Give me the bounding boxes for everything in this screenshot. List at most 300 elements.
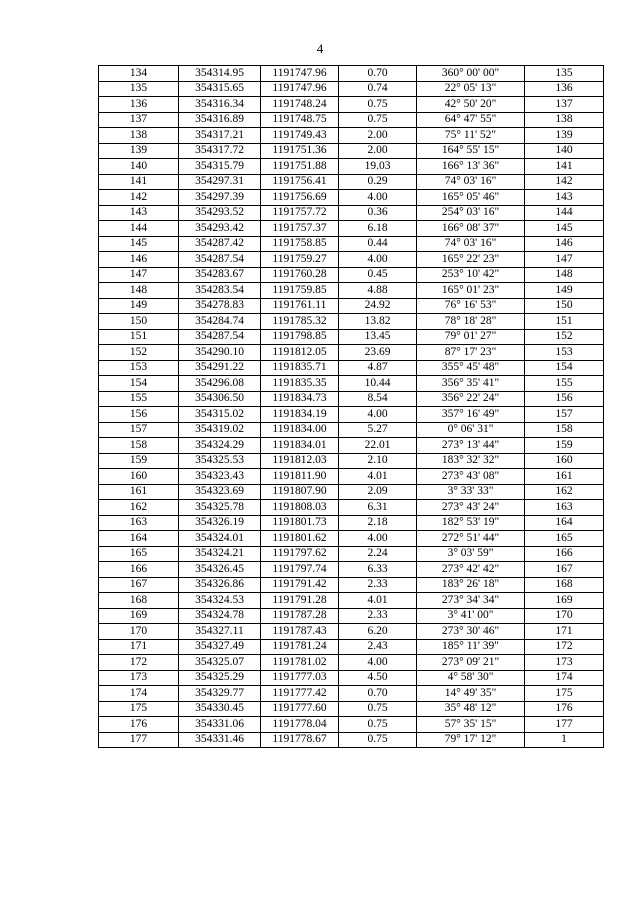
- table-row: [99, 732, 604, 748]
- distance-cell: 19.03: [339, 159, 417, 175]
- direction-angle-cell: 64° 47' 55": [417, 112, 525, 128]
- direction-angle-cell: 166° 13' 36": [417, 159, 525, 175]
- table-row: [99, 639, 604, 655]
- distance-cell: 0.70: [339, 66, 417, 82]
- coordinate-x-cell: 354325.78: [179, 500, 261, 516]
- table-row: [99, 655, 604, 671]
- coordinate-y-cell: 1191757.37: [261, 221, 339, 237]
- coordinate-x-cell: 354325.07: [179, 655, 261, 671]
- next-point-number-cell: 136: [525, 81, 604, 97]
- coordinate-y-cell: 1191791.28: [261, 593, 339, 609]
- distance-cell: 6.33: [339, 562, 417, 578]
- table-row: [99, 128, 604, 144]
- coordinate-x-cell: 354329.77: [179, 686, 261, 702]
- distance-cell: 6.18: [339, 221, 417, 237]
- coordinate-x-cell: 354323.69: [179, 484, 261, 500]
- next-point-number-cell: 152: [525, 329, 604, 345]
- coordinate-y-cell: 1191747.96: [261, 66, 339, 82]
- direction-angle-cell: 3° 33' 33": [417, 484, 525, 500]
- next-point-number-cell: 177: [525, 717, 604, 733]
- next-point-number-cell: 167: [525, 562, 604, 578]
- direction-angle-cell: 273° 43' 24": [417, 500, 525, 516]
- direction-angle-cell: 185° 11' 39": [417, 639, 525, 655]
- coordinate-y-cell: 1191756.41: [261, 174, 339, 190]
- point-number-cell: 154: [99, 376, 179, 392]
- table-row: [99, 97, 604, 113]
- coordinate-y-cell: 1191801.73: [261, 515, 339, 531]
- point-number-cell: 167: [99, 577, 179, 593]
- direction-angle-cell: 164° 55' 15": [417, 143, 525, 159]
- table-row: [99, 298, 604, 314]
- coordinate-x-cell: 354293.42: [179, 221, 261, 237]
- distance-cell: 0.44: [339, 236, 417, 252]
- coordinate-x-cell: 354331.46: [179, 732, 261, 748]
- next-point-number-cell: 166: [525, 546, 604, 562]
- distance-cell: 2.33: [339, 608, 417, 624]
- coordinate-x-cell: 354317.72: [179, 143, 261, 159]
- coordinate-y-cell: 1191797.74: [261, 562, 339, 578]
- table-row: [99, 515, 604, 531]
- coordinate-x-cell: 354316.89: [179, 112, 261, 128]
- coordinate-y-cell: 1191798.85: [261, 329, 339, 345]
- coordinate-y-cell: 1191835.35: [261, 376, 339, 392]
- coordinate-x-cell: 354297.39: [179, 190, 261, 206]
- direction-angle-cell: 14° 49' 35": [417, 686, 525, 702]
- point-number-cell: 159: [99, 453, 179, 469]
- coordinate-x-cell: 354324.29: [179, 438, 261, 454]
- next-point-number-cell: 163: [525, 500, 604, 516]
- direction-angle-cell: 87° 17' 23": [417, 345, 525, 361]
- point-number-cell: 176: [99, 717, 179, 733]
- coordinate-y-cell: 1191787.28: [261, 608, 339, 624]
- table-row: [99, 562, 604, 578]
- coordinate-x-cell: 354291.22: [179, 360, 261, 376]
- next-point-number-cell: 173: [525, 655, 604, 671]
- coordinates-table: [98, 65, 604, 748]
- point-number-cell: 164: [99, 531, 179, 547]
- coordinate-y-cell: 1191807.90: [261, 484, 339, 500]
- table-row: [99, 112, 604, 128]
- distance-cell: 2.10: [339, 453, 417, 469]
- coordinate-y-cell: 1191751.88: [261, 159, 339, 175]
- coordinate-x-cell: 354324.78: [179, 608, 261, 624]
- point-number-cell: 175: [99, 701, 179, 717]
- next-point-number-cell: 137: [525, 97, 604, 113]
- next-point-number-cell: 147: [525, 252, 604, 268]
- coordinate-y-cell: 1191777.60: [261, 701, 339, 717]
- point-number-cell: 161: [99, 484, 179, 500]
- point-number-cell: 160: [99, 469, 179, 485]
- next-point-number-cell: 156: [525, 391, 604, 407]
- distance-cell: 6.20: [339, 624, 417, 640]
- coordinate-x-cell: 354293.52: [179, 205, 261, 221]
- point-number-cell: 136: [99, 97, 179, 113]
- coordinate-x-cell: 354284.74: [179, 314, 261, 330]
- table-row: [99, 205, 604, 221]
- coordinate-y-cell: 1191811.90: [261, 469, 339, 485]
- table-row: [99, 500, 604, 516]
- table-row: [99, 701, 604, 717]
- point-number-cell: 142: [99, 190, 179, 206]
- point-number-cell: 165: [99, 546, 179, 562]
- distance-cell: 22.01: [339, 438, 417, 454]
- distance-cell: 4.50: [339, 670, 417, 686]
- direction-angle-cell: 165° 01' 23": [417, 283, 525, 299]
- coordinate-y-cell: 1191834.01: [261, 438, 339, 454]
- point-number-cell: 146: [99, 252, 179, 268]
- direction-angle-cell: 42° 50' 20": [417, 97, 525, 113]
- coordinate-x-cell: 354290.10: [179, 345, 261, 361]
- point-number-cell: 147: [99, 267, 179, 283]
- direction-angle-cell: 360° 00' 00": [417, 66, 525, 82]
- direction-angle-cell: 183° 32' 32": [417, 453, 525, 469]
- direction-angle-cell: 78° 18' 28": [417, 314, 525, 330]
- point-number-cell: 162: [99, 500, 179, 516]
- direction-angle-cell: 74° 03' 16": [417, 236, 525, 252]
- coordinate-x-cell: 354317.21: [179, 128, 261, 144]
- table-row: [99, 577, 604, 593]
- direction-angle-cell: 76° 16' 53": [417, 298, 525, 314]
- distance-cell: 4.00: [339, 531, 417, 547]
- distance-cell: 5.27: [339, 422, 417, 438]
- coordinate-y-cell: 1191757.72: [261, 205, 339, 221]
- next-point-number-cell: 171: [525, 624, 604, 640]
- coordinate-y-cell: 1191808.03: [261, 500, 339, 516]
- page-number: 4: [316, 41, 324, 56]
- coordinate-x-cell: 354326.86: [179, 577, 261, 593]
- table-row: [99, 329, 604, 345]
- direction-angle-cell: 273° 30' 46": [417, 624, 525, 640]
- direction-angle-cell: 357° 16' 49": [417, 407, 525, 423]
- next-point-number-cell: 143: [525, 190, 604, 206]
- point-number-cell: 143: [99, 205, 179, 221]
- direction-angle-cell: 273° 09' 21": [417, 655, 525, 671]
- next-point-number-cell: 162: [525, 484, 604, 500]
- next-point-number-cell: 168: [525, 577, 604, 593]
- direction-angle-cell: 35° 48' 12": [417, 701, 525, 717]
- next-point-number-cell: 153: [525, 345, 604, 361]
- coordinate-y-cell: 1191760.28: [261, 267, 339, 283]
- coordinate-x-cell: 354327.11: [179, 624, 261, 640]
- next-point-number-cell: 161: [525, 469, 604, 485]
- coordinate-y-cell: 1191797.62: [261, 546, 339, 562]
- point-number-cell: 155: [99, 391, 179, 407]
- direction-angle-cell: 183° 26' 18": [417, 577, 525, 593]
- point-number-cell: 157: [99, 422, 179, 438]
- coordinate-y-cell: 1191834.00: [261, 422, 339, 438]
- coordinate-y-cell: 1191791.42: [261, 577, 339, 593]
- distance-cell: 0.36: [339, 205, 417, 221]
- next-point-number-cell: 169: [525, 593, 604, 609]
- distance-cell: 6.31: [339, 500, 417, 516]
- coordinate-x-cell: 354330.45: [179, 701, 261, 717]
- distance-cell: 24.92: [339, 298, 417, 314]
- distance-cell: 0.75: [339, 701, 417, 717]
- table-row: [99, 174, 604, 190]
- point-number-cell: 141: [99, 174, 179, 190]
- coordinate-y-cell: 1191778.04: [261, 717, 339, 733]
- distance-cell: 0.70: [339, 686, 417, 702]
- next-point-number-cell: 172: [525, 639, 604, 655]
- distance-cell: 4.00: [339, 407, 417, 423]
- coordinate-y-cell: 1191749.43: [261, 128, 339, 144]
- distance-cell: 4.00: [339, 190, 417, 206]
- table-row: [99, 484, 604, 500]
- next-point-number-cell: 155: [525, 376, 604, 392]
- point-number-cell: 148: [99, 283, 179, 299]
- next-point-number-cell: 160: [525, 453, 604, 469]
- distance-cell: 4.01: [339, 593, 417, 609]
- next-point-number-cell: 154: [525, 360, 604, 376]
- point-number-cell: 166: [99, 562, 179, 578]
- coordinate-y-cell: 1191761.11: [261, 298, 339, 314]
- distance-cell: 8.54: [339, 391, 417, 407]
- next-point-number-cell: 176: [525, 701, 604, 717]
- distance-cell: 2.43: [339, 639, 417, 655]
- coordinate-x-cell: 354287.42: [179, 236, 261, 252]
- coordinate-y-cell: 1191759.85: [261, 283, 339, 299]
- next-point-number-cell: 1: [525, 732, 604, 748]
- direction-angle-cell: 273° 42' 42": [417, 562, 525, 578]
- next-point-number-cell: 158: [525, 422, 604, 438]
- point-number-cell: 145: [99, 236, 179, 252]
- next-point-number-cell: 150: [525, 298, 604, 314]
- coordinate-y-cell: 1191756.69: [261, 190, 339, 206]
- table-row: [99, 66, 604, 82]
- next-point-number-cell: 146: [525, 236, 604, 252]
- distance-cell: 13.82: [339, 314, 417, 330]
- direction-angle-cell: 253° 10' 42": [417, 267, 525, 283]
- next-point-number-cell: 139: [525, 128, 604, 144]
- coordinate-x-cell: 354325.29: [179, 670, 261, 686]
- distance-cell: 2.18: [339, 515, 417, 531]
- table-row: [99, 422, 604, 438]
- point-number-cell: 169: [99, 608, 179, 624]
- direction-angle-cell: 254° 03' 16": [417, 205, 525, 221]
- next-point-number-cell: 175: [525, 686, 604, 702]
- coordinate-y-cell: 1191777.42: [261, 686, 339, 702]
- distance-cell: 0.74: [339, 81, 417, 97]
- coordinate-y-cell: 1191748.24: [261, 97, 339, 113]
- coordinate-y-cell: 1191834.19: [261, 407, 339, 423]
- distance-cell: 2.33: [339, 577, 417, 593]
- direction-angle-cell: 3° 41' 00": [417, 608, 525, 624]
- next-point-number-cell: 145: [525, 221, 604, 237]
- direction-angle-cell: 79° 17' 12": [417, 732, 525, 748]
- point-number-cell: 153: [99, 360, 179, 376]
- table-row: [99, 717, 604, 733]
- direction-angle-cell: 273° 34' 34": [417, 593, 525, 609]
- coordinate-y-cell: 1191834.73: [261, 391, 339, 407]
- coordinate-x-cell: 354278.83: [179, 298, 261, 314]
- direction-angle-cell: 356° 35' 41": [417, 376, 525, 392]
- table-row: [99, 360, 604, 376]
- point-number-cell: 137: [99, 112, 179, 128]
- next-point-number-cell: 159: [525, 438, 604, 454]
- point-number-cell: 177: [99, 732, 179, 748]
- next-point-number-cell: 165: [525, 531, 604, 547]
- point-number-cell: 134: [99, 66, 179, 82]
- distance-cell: 4.87: [339, 360, 417, 376]
- coordinate-x-cell: 354296.08: [179, 376, 261, 392]
- direction-angle-cell: 356° 22' 24": [417, 391, 525, 407]
- point-number-cell: 139: [99, 143, 179, 159]
- coordinate-x-cell: 354326.45: [179, 562, 261, 578]
- coordinate-x-cell: 354331.06: [179, 717, 261, 733]
- direction-angle-cell: 74° 03' 16": [417, 174, 525, 190]
- table-row: [99, 81, 604, 97]
- coordinate-x-cell: 354323.43: [179, 469, 261, 485]
- coordinate-x-cell: 354306.50: [179, 391, 261, 407]
- distance-cell: 0.75: [339, 97, 417, 113]
- distance-cell: 2.09: [339, 484, 417, 500]
- distance-cell: 0.75: [339, 717, 417, 733]
- coordinate-x-cell: 354315.02: [179, 407, 261, 423]
- coordinate-y-cell: 1191781.24: [261, 639, 339, 655]
- coordinate-x-cell: 354314.95: [179, 66, 261, 82]
- distance-cell: 10.44: [339, 376, 417, 392]
- distance-cell: 2.00: [339, 128, 417, 144]
- coordinate-x-cell: 354324.01: [179, 531, 261, 547]
- coordinates-table-body: [99, 66, 604, 748]
- point-number-cell: 151: [99, 329, 179, 345]
- table-row: [99, 236, 604, 252]
- distance-cell: 23.69: [339, 345, 417, 361]
- distance-cell: 13.45: [339, 329, 417, 345]
- coordinate-y-cell: 1191759.27: [261, 252, 339, 268]
- next-point-number-cell: 142: [525, 174, 604, 190]
- table-row: [99, 593, 604, 609]
- point-number-cell: 135: [99, 81, 179, 97]
- table-row: [99, 531, 604, 547]
- direction-angle-cell: 79° 01' 27": [417, 329, 525, 345]
- point-number-cell: 170: [99, 624, 179, 640]
- direction-angle-cell: 166° 08' 37": [417, 221, 525, 237]
- coordinate-y-cell: 1191778.67: [261, 732, 339, 748]
- coordinate-x-cell: 354316.34: [179, 97, 261, 113]
- point-number-cell: 150: [99, 314, 179, 330]
- coordinate-x-cell: 354325.53: [179, 453, 261, 469]
- table-row: [99, 670, 604, 686]
- table-row: [99, 546, 604, 562]
- direction-angle-cell: 273° 13' 44": [417, 438, 525, 454]
- table-row: [99, 453, 604, 469]
- coordinate-y-cell: 1191812.05: [261, 345, 339, 361]
- direction-angle-cell: 272° 51' 44": [417, 531, 525, 547]
- direction-angle-cell: 165° 22' 23": [417, 252, 525, 268]
- distance-cell: 0.75: [339, 112, 417, 128]
- coordinate-x-cell: 354326.19: [179, 515, 261, 531]
- next-point-number-cell: 135: [525, 66, 604, 82]
- next-point-number-cell: 141: [525, 159, 604, 175]
- distance-cell: 4.88: [339, 283, 417, 299]
- point-number-cell: 158: [99, 438, 179, 454]
- coordinate-y-cell: 1191787.43: [261, 624, 339, 640]
- table-row: [99, 143, 604, 159]
- coordinate-y-cell: 1191758.85: [261, 236, 339, 252]
- next-point-number-cell: 149: [525, 283, 604, 299]
- coordinate-x-cell: 354324.21: [179, 546, 261, 562]
- distance-cell: 2.24: [339, 546, 417, 562]
- direction-angle-cell: 22° 05' 13": [417, 81, 525, 97]
- table-row: [99, 438, 604, 454]
- next-point-number-cell: 174: [525, 670, 604, 686]
- coordinate-y-cell: 1191812.03: [261, 453, 339, 469]
- direction-angle-cell: 75° 11' 52": [417, 128, 525, 144]
- next-point-number-cell: 144: [525, 205, 604, 221]
- distance-cell: 2.00: [339, 143, 417, 159]
- table-row: [99, 608, 604, 624]
- point-number-cell: 168: [99, 593, 179, 609]
- table-row: [99, 159, 604, 175]
- coordinate-y-cell: 1191748.75: [261, 112, 339, 128]
- coordinate-x-cell: 354315.65: [179, 81, 261, 97]
- coordinate-x-cell: 354319.02: [179, 422, 261, 438]
- next-point-number-cell: 151: [525, 314, 604, 330]
- point-number-cell: 138: [99, 128, 179, 144]
- point-number-cell: 171: [99, 639, 179, 655]
- next-point-number-cell: 157: [525, 407, 604, 423]
- next-point-number-cell: 140: [525, 143, 604, 159]
- distance-cell: 4.01: [339, 469, 417, 485]
- distance-cell: 0.29: [339, 174, 417, 190]
- point-number-cell: 173: [99, 670, 179, 686]
- table-row: [99, 624, 604, 640]
- point-number-cell: 174: [99, 686, 179, 702]
- direction-angle-cell: 0° 06' 31": [417, 422, 525, 438]
- direction-angle-cell: 3° 03' 59": [417, 546, 525, 562]
- direction-angle-cell: 182° 53' 19": [417, 515, 525, 531]
- table-row: [99, 221, 604, 237]
- point-number-cell: 140: [99, 159, 179, 175]
- table-row: [99, 283, 604, 299]
- point-number-cell: 163: [99, 515, 179, 531]
- coordinate-x-cell: 354324.53: [179, 593, 261, 609]
- next-point-number-cell: 148: [525, 267, 604, 283]
- direction-angle-cell: 4° 58' 30": [417, 670, 525, 686]
- direction-angle-cell: 57° 35' 15": [417, 717, 525, 733]
- next-point-number-cell: 138: [525, 112, 604, 128]
- coordinate-y-cell: 1191751.36: [261, 143, 339, 159]
- point-number-cell: 152: [99, 345, 179, 361]
- distance-cell: 4.00: [339, 252, 417, 268]
- point-number-cell: 156: [99, 407, 179, 423]
- table-row: [99, 686, 604, 702]
- coordinate-y-cell: 1191785.32: [261, 314, 339, 330]
- direction-angle-cell: 165° 05' 46": [417, 190, 525, 206]
- coordinate-x-cell: 354287.54: [179, 252, 261, 268]
- coordinate-x-cell: 354283.54: [179, 283, 261, 299]
- distance-cell: 0.45: [339, 267, 417, 283]
- point-number-cell: 149: [99, 298, 179, 314]
- table-row: [99, 407, 604, 423]
- point-number-cell: 144: [99, 221, 179, 237]
- coordinate-y-cell: 1191801.62: [261, 531, 339, 547]
- coordinate-x-cell: 354327.49: [179, 639, 261, 655]
- distance-cell: 0.75: [339, 732, 417, 748]
- coordinate-y-cell: 1191777.03: [261, 670, 339, 686]
- direction-angle-cell: 355° 45' 48": [417, 360, 525, 376]
- coordinate-y-cell: 1191781.02: [261, 655, 339, 671]
- next-point-number-cell: 164: [525, 515, 604, 531]
- coordinate-x-cell: 354283.67: [179, 267, 261, 283]
- coordinate-y-cell: 1191835.71: [261, 360, 339, 376]
- next-point-number-cell: 170: [525, 608, 604, 624]
- table-row: [99, 190, 604, 206]
- table-row: [99, 469, 604, 485]
- table-row: [99, 314, 604, 330]
- table-row: [99, 376, 604, 392]
